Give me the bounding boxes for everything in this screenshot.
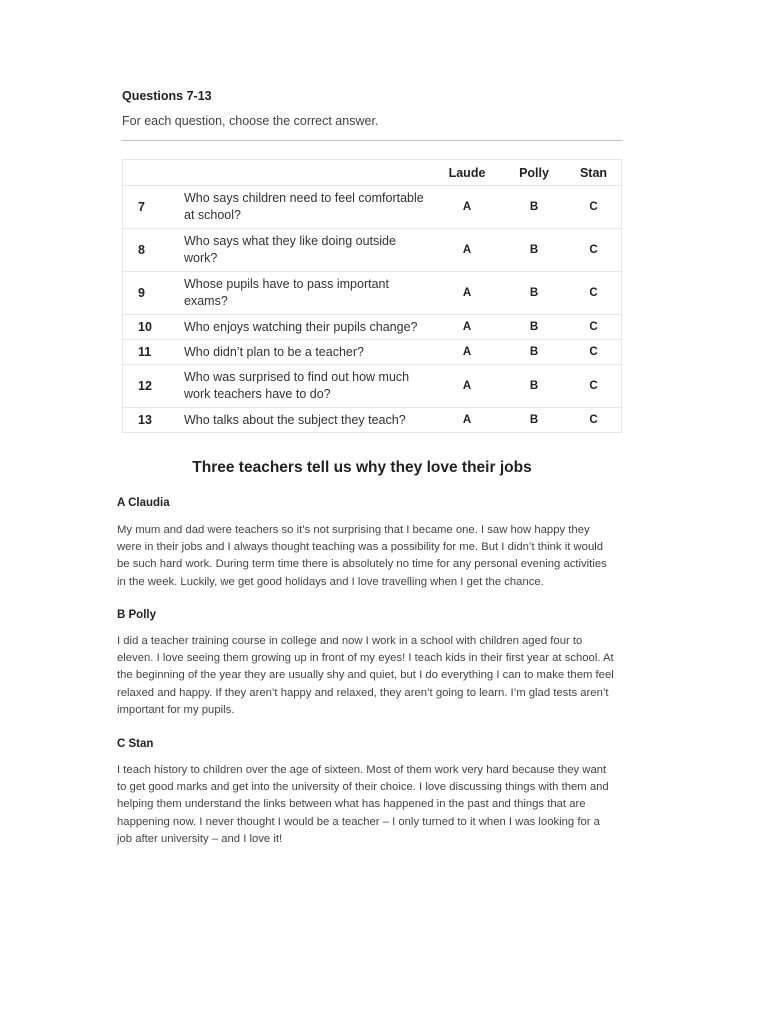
question-number: 9 (123, 272, 185, 315)
option-b[interactable]: B (502, 229, 566, 272)
question-text: Who was surprised to find out how much work teachers have to do? (184, 365, 432, 408)
header-question (184, 160, 432, 186)
question-number: 13 (123, 408, 185, 433)
option-c[interactable]: C (566, 186, 622, 229)
header-polly: Polly (502, 160, 566, 186)
section-heading-polly: B Polly (117, 609, 156, 621)
table-row (123, 186, 622, 229)
question-number: 10 (123, 315, 185, 340)
instruction-text: For each question, choose the correct answer. (122, 114, 379, 128)
option-a[interactable]: A (432, 272, 502, 315)
option-b[interactable]: B (502, 340, 566, 365)
header-laude: Laude (432, 160, 502, 186)
table-header-row (123, 160, 622, 186)
divider (122, 140, 622, 141)
table-row (123, 229, 622, 272)
table-row (123, 365, 622, 408)
option-c[interactable]: C (566, 315, 622, 340)
table-row (123, 408, 622, 433)
question-text: Who says what they like doing outside work? (184, 229, 432, 272)
table-row (123, 272, 622, 315)
option-a[interactable]: A (432, 408, 502, 433)
header-num (123, 160, 185, 186)
question-text: Who enjoys watching their pupils change? (184, 315, 432, 340)
option-b[interactable]: B (502, 272, 566, 315)
table-row (123, 315, 622, 340)
article-title: Three teachers tell us why they love their jobs (192, 459, 532, 476)
option-c[interactable]: C (566, 408, 622, 433)
option-a[interactable]: A (432, 315, 502, 340)
option-b[interactable]: B (502, 408, 566, 433)
option-a[interactable]: A (432, 365, 502, 408)
option-c[interactable]: C (566, 229, 622, 272)
option-b[interactable]: B (502, 315, 566, 340)
section-text-stan: I teach history to children over the age of sixteen. Most of them work very hard because they want to get good marks and get into the university of their choice. I love discussing things with them and helping them understand the links between what has happened in the past and things that are happening now. I never thought I would be a teacher – I only turned to it when I was looking for a job after university – and I love it! (117, 764, 609, 845)
section-heading-stan: C Stan (117, 738, 154, 750)
question-text: Who says children need to feel comfortable at school? (184, 186, 432, 229)
option-c[interactable]: C (566, 365, 622, 408)
question-text: Who didn’t plan to be a teacher? (184, 340, 432, 365)
question-number: 8 (123, 229, 185, 272)
option-c[interactable]: C (566, 272, 622, 315)
option-b[interactable]: B (502, 186, 566, 229)
section-text-polly: I did a teacher training course in college and now I work in a school with children aged four to eleven. I love seeing them growing up in front of my eyes! I teach kids in their first year at school. At the beginning of the year they are usually shy and quiet, but I do everything I can to make them feel relaxed and happy. If they aren’t happy and relaxed, they aren’t going to learn. I’m glad tests aren’t important for my pupils. (117, 635, 614, 716)
table-row (123, 340, 622, 365)
question-text: Whose pupils have to pass important exams? (184, 272, 432, 315)
option-a[interactable]: A (432, 186, 502, 229)
questions-heading: Questions 7-13 (122, 89, 212, 103)
section-heading-claudia: A Claudia (117, 497, 170, 509)
section-text-claudia: My mum and dad were teachers so it’s not surprising that I became one. I saw how happy they were in their jobs and I always thought teaching was a possibility for me. But I didn’t think it would be such hard work. During term time there is absolutely no time for any personal evening activities in the week. Luckily, we get good holidays and I love travelling when I get the chance. (117, 524, 607, 588)
option-a[interactable]: A (432, 229, 502, 272)
option-b[interactable]: B (502, 365, 566, 408)
questions-table (122, 159, 622, 433)
option-c[interactable]: C (566, 340, 622, 365)
question-text: Who talks about the subject they teach? (184, 408, 432, 433)
question-number: 7 (123, 186, 185, 229)
question-number: 11 (123, 340, 185, 365)
header-stan: Stan (566, 160, 622, 186)
question-number: 12 (123, 365, 185, 408)
option-a[interactable]: A (432, 340, 502, 365)
